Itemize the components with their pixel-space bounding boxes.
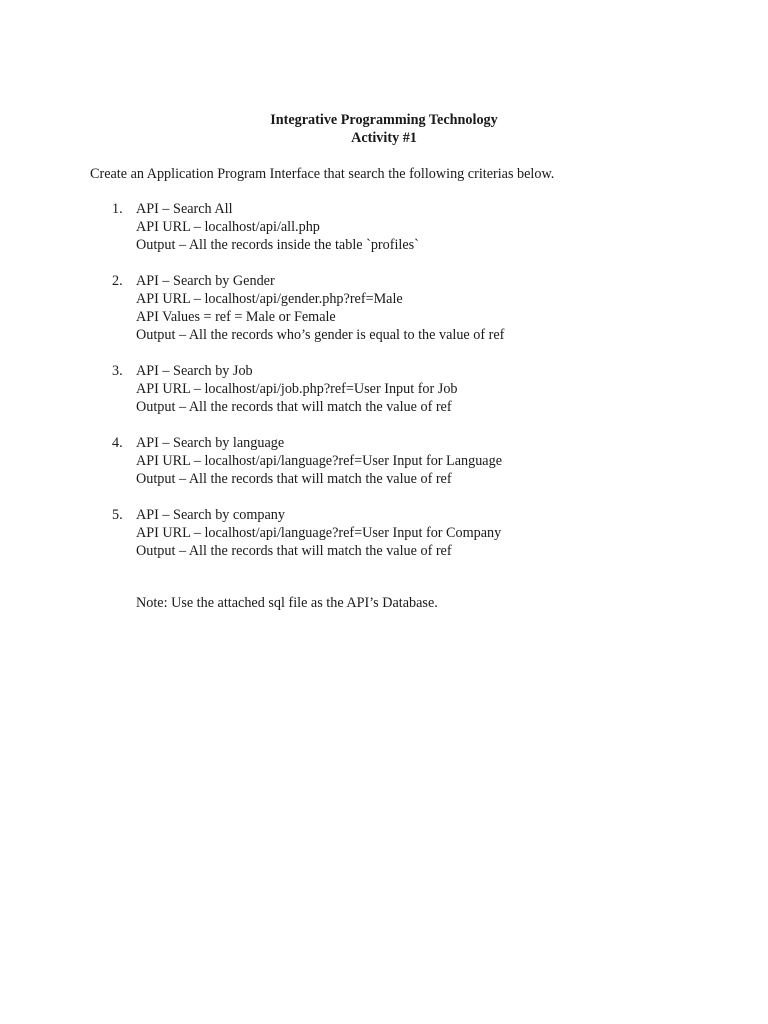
list-item-line: API URL – localhost/api/all.php bbox=[136, 219, 320, 235]
list-item-line: API URL – localhost/api/job.php?ref=User Input for Job bbox=[136, 381, 458, 397]
list-item-line: API URL – localhost/api/language?ref=User Input for Language bbox=[136, 453, 502, 469]
list-item-number: 2. bbox=[112, 273, 123, 289]
list-item-line: API Values = ref = Male or Female bbox=[136, 309, 336, 325]
list-item-line: Output – All the records that will match the value of ref bbox=[136, 543, 452, 559]
document-subtitle: Activity #1 bbox=[351, 130, 417, 146]
document-title: Integrative Programming Technology bbox=[270, 112, 498, 128]
list-item-line: Output – All the records inside the table `profiles` bbox=[136, 237, 419, 253]
list-item-line: API – Search by Gender bbox=[136, 273, 275, 289]
criteria-list bbox=[90, 200, 730, 578]
list-item bbox=[90, 200, 730, 254]
list-item-line: API URL – localhost/api/gender.php?ref=Male bbox=[136, 291, 403, 307]
list-item-number: 3. bbox=[112, 363, 123, 379]
list-item bbox=[90, 434, 730, 488]
list-item-line: Output – All the records that will match the value of ref bbox=[136, 399, 452, 415]
list-item-line: Output – All the records who’s gender is equal to the value of ref bbox=[136, 327, 505, 343]
list-item-line: API URL – localhost/api/language?ref=User Input for Company bbox=[136, 525, 502, 541]
list-item-number: 5. bbox=[112, 507, 123, 523]
list-item-line: API – Search by Job bbox=[136, 363, 253, 379]
title-block bbox=[0, 111, 768, 147]
list-item bbox=[90, 272, 730, 344]
list-item-number: 1. bbox=[112, 201, 123, 217]
intro-paragraph: Create an Application Program Interface that search the following criterias below. bbox=[90, 166, 555, 182]
list-item bbox=[90, 362, 730, 416]
note-text: Note: Use the attached sql file as the API’s Database. bbox=[136, 595, 438, 611]
list-item-line: API – Search All bbox=[136, 201, 233, 217]
list-item-line: API – Search by language bbox=[136, 435, 285, 451]
list-item-line: API – Search by company bbox=[136, 507, 285, 523]
list-item-number: 4. bbox=[112, 435, 123, 451]
list-item bbox=[90, 506, 730, 560]
list-item-line: Output – All the records that will match the value of ref bbox=[136, 471, 452, 487]
